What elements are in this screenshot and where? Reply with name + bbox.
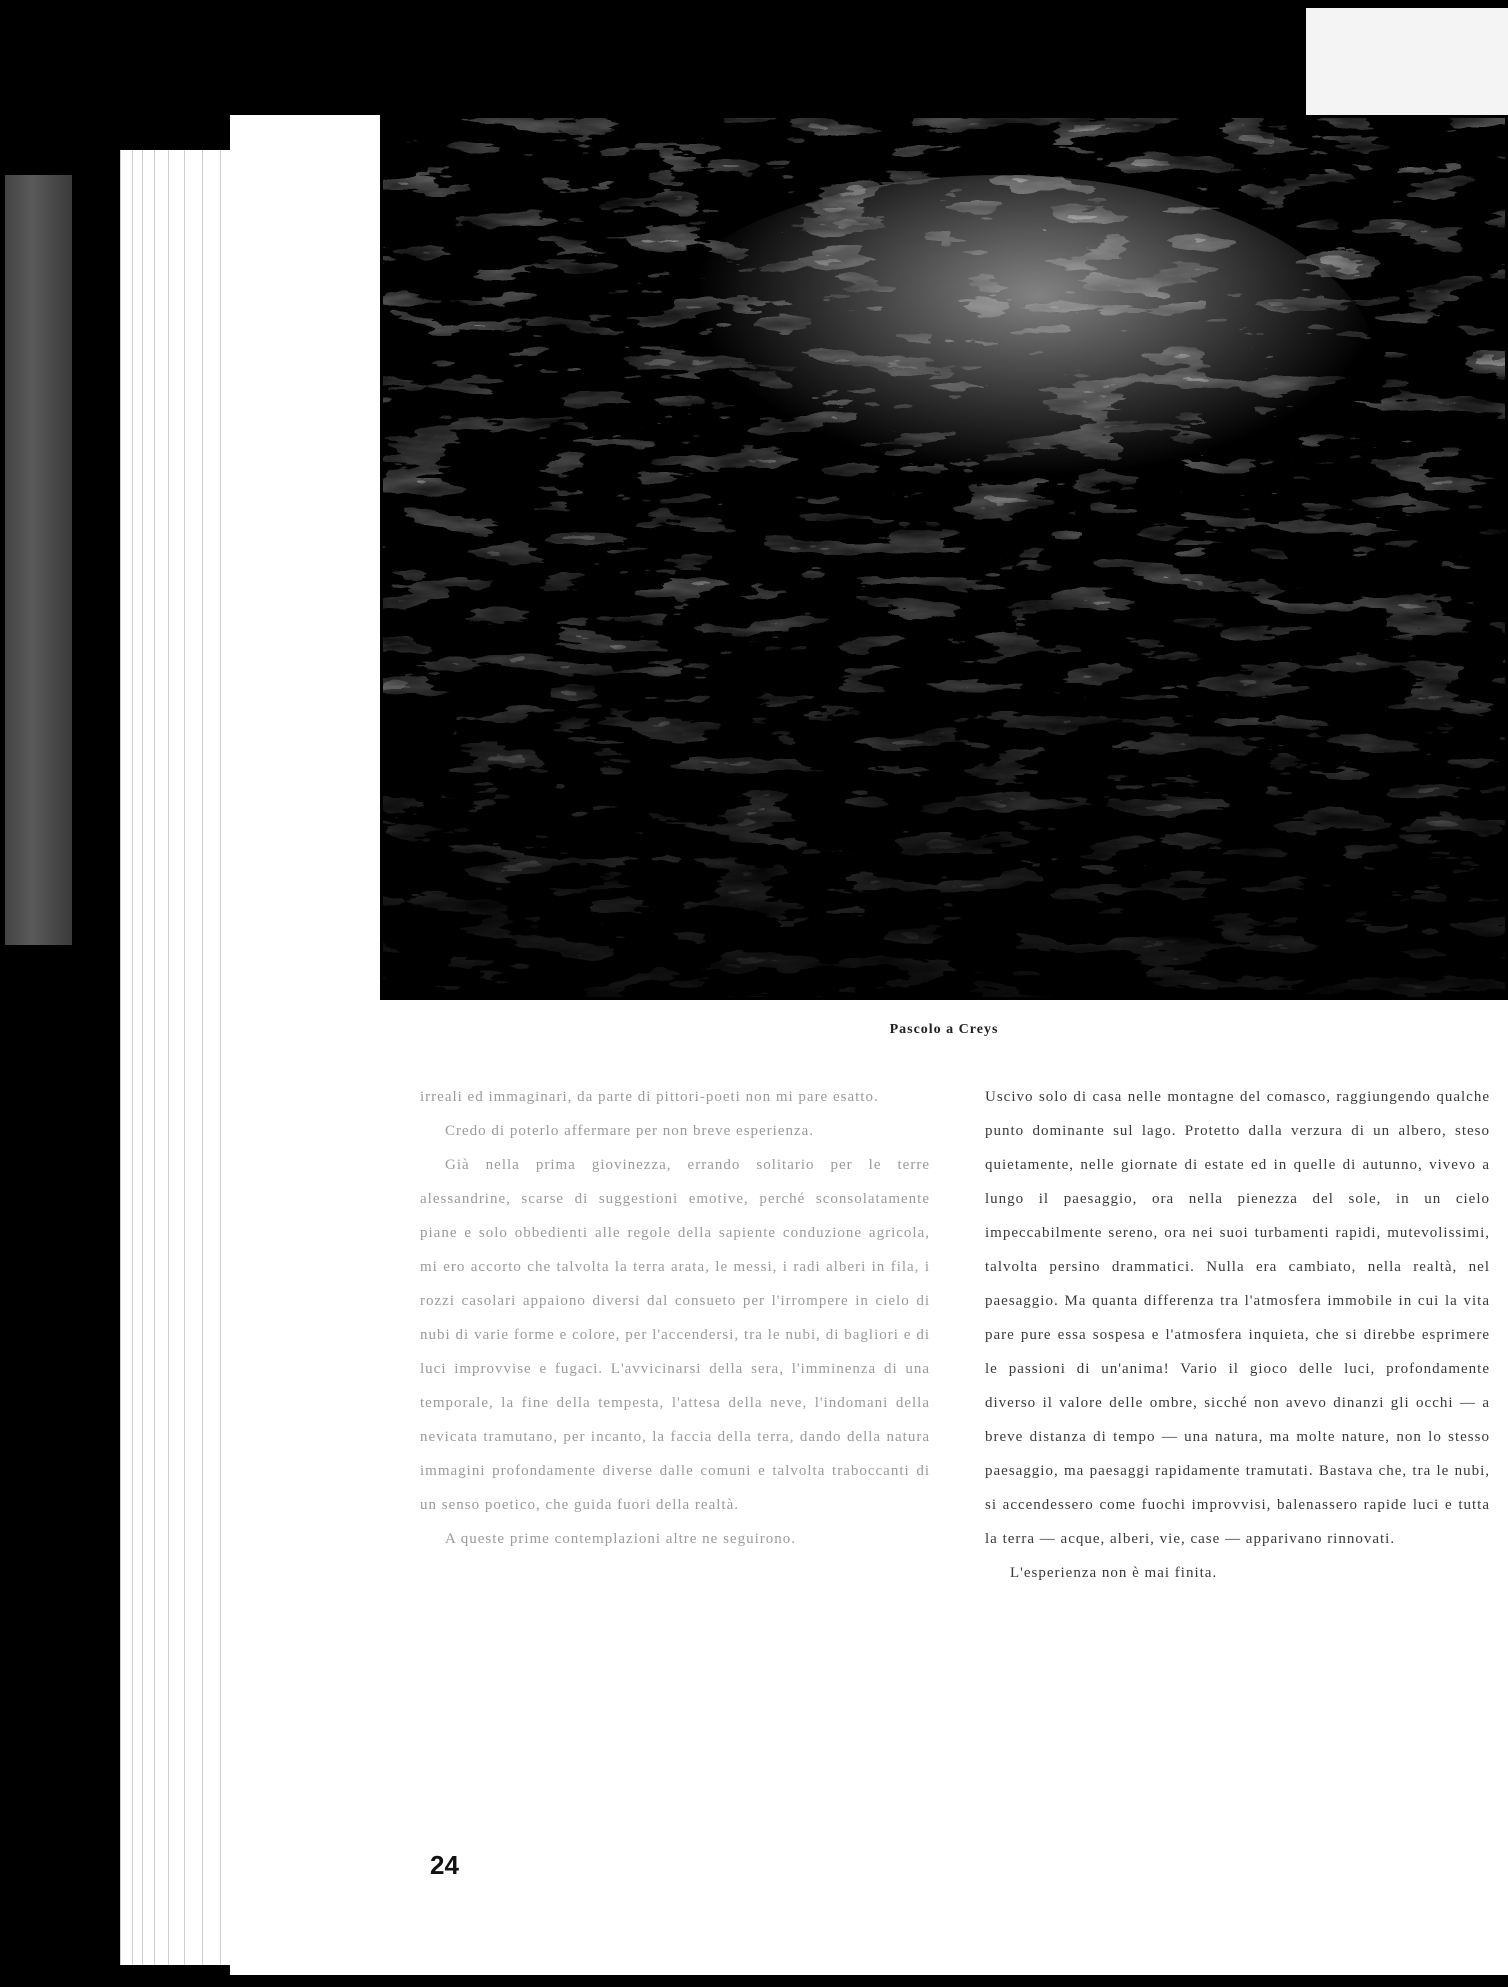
paragraph: Credo di poterlo affermare per non breve esperienza.	[445, 1123, 815, 1139]
page-number: 24	[430, 1850, 459, 1880]
photo-caption: Pascolo a Creys	[889, 1022, 999, 1037]
paragraph: Uscivo solo di casa nelle montagne del comasco, raggiungendo qualche punto dominante sul lago. Protetto dalla verzura di un albero, steso quietamente, nelle giornate di estate ed in quelle di autunno, vivevo a lungo il paesaggio, ora nella pienezza del sole, in un cielo impeccabilmente sereno, ora nei suoi turbamenti rapidi, mutevolissimi, talvolta persino drammatici. Nulla era cambiato, nella realtà, nel paesaggio. Ma quanta differenza tra l'atmosfera immobile in cui la vita pare pure essa sospesa e l'atmosfera inquieta, che si direbbe esprimere le passioni di un'anima! Vario il gioco delle luci, profondamente diverso il valore delle ombre, sicché non avevo dinanzi gli occhi — a breve distanza di tempo — una natura, ma molte nature, non lo stesso paesaggio, ma paesaggi rapidamente tramutati. Bastava che, tra le nubi, si accendessero come fuochi improvvisi, balenassero rapide luci e tutta la terra — acque, alberi, vie, case — apparivano rinnovati.	[985, 1089, 1490, 1547]
scan-corner-highlight	[1306, 8, 1508, 115]
paragraph: Già nella prima giovinezza, errando solitario per le terre alessandrine, scarse di suggestioni emotive, perché sconsolatamente piane e solo obbedienti alle regole della sapiente conduzione agricola, mi ero accorto che talvolta la terra arata, le messi, i radi alberi in fila, i rozzi casolari appaiono diversi dal consueto per l'irrompere in cielo di nubi di varie forme e colore, per l'accendersi, tra le nubi, di bagliori e di luci improvvise e fugaci. L'avvicinarsi della sera, l'imminenza di una temporale, la fine della tempesta, l'attesa della neve, l'indomani della nevicata tramutano, per incanto, la faccia della terra, dando della natura immagini profondamente diverse dalle comuni e talvolta traboccanti di un senso poetico, che guida fuori della realtà.	[420, 1157, 930, 1513]
right-text-column	[985, 1080, 1490, 1590]
paragraph: A queste prime contemplazioni altre ne seguirono.	[445, 1531, 796, 1547]
paragraph: irreali ed immaginari, da parte di pittori-poeti non mi pare esatto.	[420, 1089, 879, 1105]
painting-photo	[380, 115, 1508, 1000]
scan-margin-strip	[5, 175, 72, 945]
scan-bottom-edge	[0, 1975, 1508, 1987]
paragraph: L'esperienza non è mai finita.	[1010, 1565, 1218, 1581]
left-text-column	[420, 1080, 930, 1556]
